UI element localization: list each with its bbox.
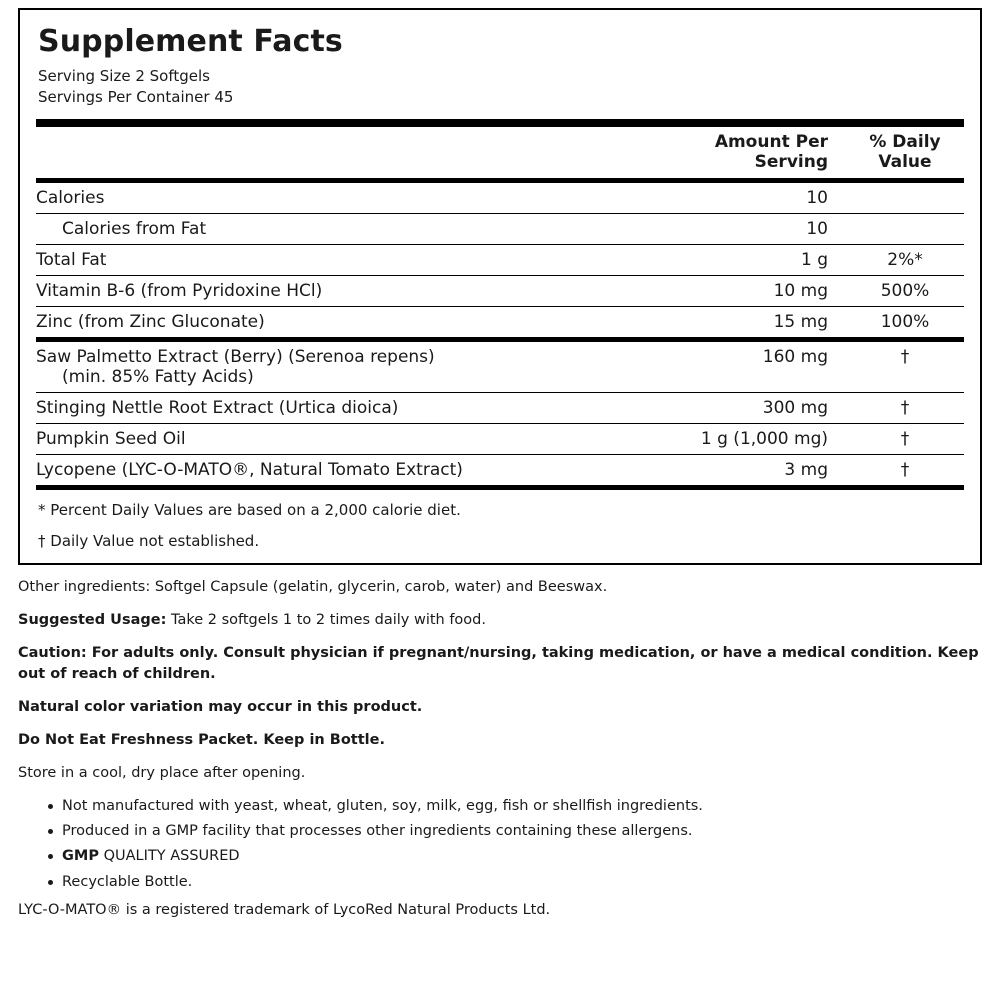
supplement-facts-page — [0, 8, 1000, 1008]
table-row — [36, 244, 964, 275]
table-row — [36, 306, 964, 339]
color-variation-bold: Natural color variation may occur in this product. — [18, 698, 423, 715]
suggested-usage-label: Suggested Usage: — [18, 611, 167, 628]
list-item: Produced in a GMP facility that processes other ingredients containing these allergens. — [62, 821, 982, 841]
suggested-usage-text: Take 2 softgels 1 to 2 times daily with food. — [166, 611, 486, 628]
row-sublabel: (min. 85% Fatty Acids) — [62, 366, 254, 387]
row-amount: 10 — [638, 180, 846, 213]
servings-per-container: Servings Per Container 45 — [38, 88, 234, 107]
caution-text — [18, 643, 982, 685]
table-row — [36, 392, 964, 423]
row-daily-value: † — [846, 454, 964, 485]
header-dv-line1: % Daily — [869, 132, 941, 152]
row-daily-value: † — [846, 392, 964, 423]
footnote-percent-daily-value: * Percent Daily Values are based on a 2,000 calorie diet. — [38, 500, 461, 519]
row-daily-value: 100% — [846, 306, 964, 339]
list-item: Not manufactured with yeast, wheat, gluten, soy, milk, egg, fish or shellfish ingredients. — [62, 796, 982, 816]
header-dv-line2: Value — [878, 152, 932, 173]
header-amount-line1: Amount Per — [714, 132, 828, 152]
row-amount: 1 g — [638, 244, 846, 275]
table-row — [36, 454, 964, 485]
divider-thick-top — [36, 119, 964, 127]
row-daily-value: † — [846, 423, 964, 454]
row-label: Total Fat — [36, 244, 638, 275]
serving-size: Serving Size 2 Softgels — [38, 66, 210, 85]
row-amount: 300 mg — [638, 392, 846, 423]
gmp-label: GMP — [62, 848, 99, 865]
row-label: Zinc (from Zinc Gluconate) — [36, 306, 638, 339]
row-label: Lycopene (LYC-O-MATO®, Natural Tomato Extract) — [36, 454, 638, 485]
list-item: Recyclable Bottle. — [62, 872, 982, 892]
gmp-text: QUALITY ASSURED — [98, 848, 240, 865]
row-amount: 1 g (1,000 mg) — [638, 423, 846, 454]
row-daily-value: 2%* — [846, 244, 964, 275]
freshness-bold: Do Not Eat Freshness Packet. Keep in Bottle. — [18, 731, 385, 748]
row-label: Vitamin B-6 (from Pyridoxine HCl) — [36, 275, 638, 306]
row-amount: 15 mg — [638, 306, 846, 339]
color-variation-text — [18, 697, 982, 718]
row-label-group — [36, 339, 638, 392]
other-ingredients: Other ingredients: Softgel Capsule (gelatin, glycerin, carob, water) and Beeswax. — [18, 578, 608, 595]
row-label: Pumpkin Seed Oil — [36, 423, 638, 454]
divider-below-table — [36, 485, 964, 490]
supplement-facts-panel — [18, 8, 982, 565]
freshness-packet-text — [18, 730, 982, 751]
table-row — [36, 213, 964, 244]
row-label: Calories from Fat — [36, 213, 638, 244]
claims-list — [18, 796, 982, 892]
row-amount: 3 mg — [638, 454, 846, 485]
row-daily-value: † — [846, 339, 964, 392]
row-label: Stinging Nettle Root Extract (Urtica dioica) — [36, 392, 638, 423]
label-body-text — [18, 577, 982, 921]
row-daily-value: 500% — [846, 275, 964, 306]
row-label: Saw Palmetto Extract (Berry) (Serenoa repens) — [36, 346, 435, 367]
panel-footnotes — [38, 499, 964, 553]
list-item — [62, 846, 982, 866]
storage-text: Store in a cool, dry place after opening. — [18, 764, 306, 781]
caution-bold: Caution: For adults only. Consult physician if pregnant/nursing, taking medication, or have a medical condition. Keep out of reach of children. — [18, 644, 979, 682]
row-daily-value — [846, 180, 964, 213]
row-amount: 10 — [638, 213, 846, 244]
suggested-usage — [18, 610, 982, 631]
table-row — [36, 339, 964, 392]
trademark-notice: LYC-O-MATO® is a registered trademark of LycoRed Natural Products Ltd. — [18, 902, 551, 919]
panel-title: Supplement Facts — [38, 24, 343, 59]
row-daily-value — [846, 213, 964, 244]
table-header-row — [36, 127, 964, 180]
header-amount-line2: Serving — [754, 152, 828, 173]
row-amount: 160 mg — [638, 339, 846, 392]
header-amount-per-serving — [638, 127, 846, 180]
table-row — [36, 423, 964, 454]
nutrition-table — [36, 127, 964, 485]
row-amount: 10 mg — [638, 275, 846, 306]
header-blank — [36, 127, 638, 180]
row-label: Calories — [36, 180, 638, 213]
footnote-dagger: † Daily Value not established. — [38, 532, 260, 551]
header-daily-value — [846, 127, 964, 180]
table-row — [36, 275, 964, 306]
table-row — [36, 180, 964, 213]
